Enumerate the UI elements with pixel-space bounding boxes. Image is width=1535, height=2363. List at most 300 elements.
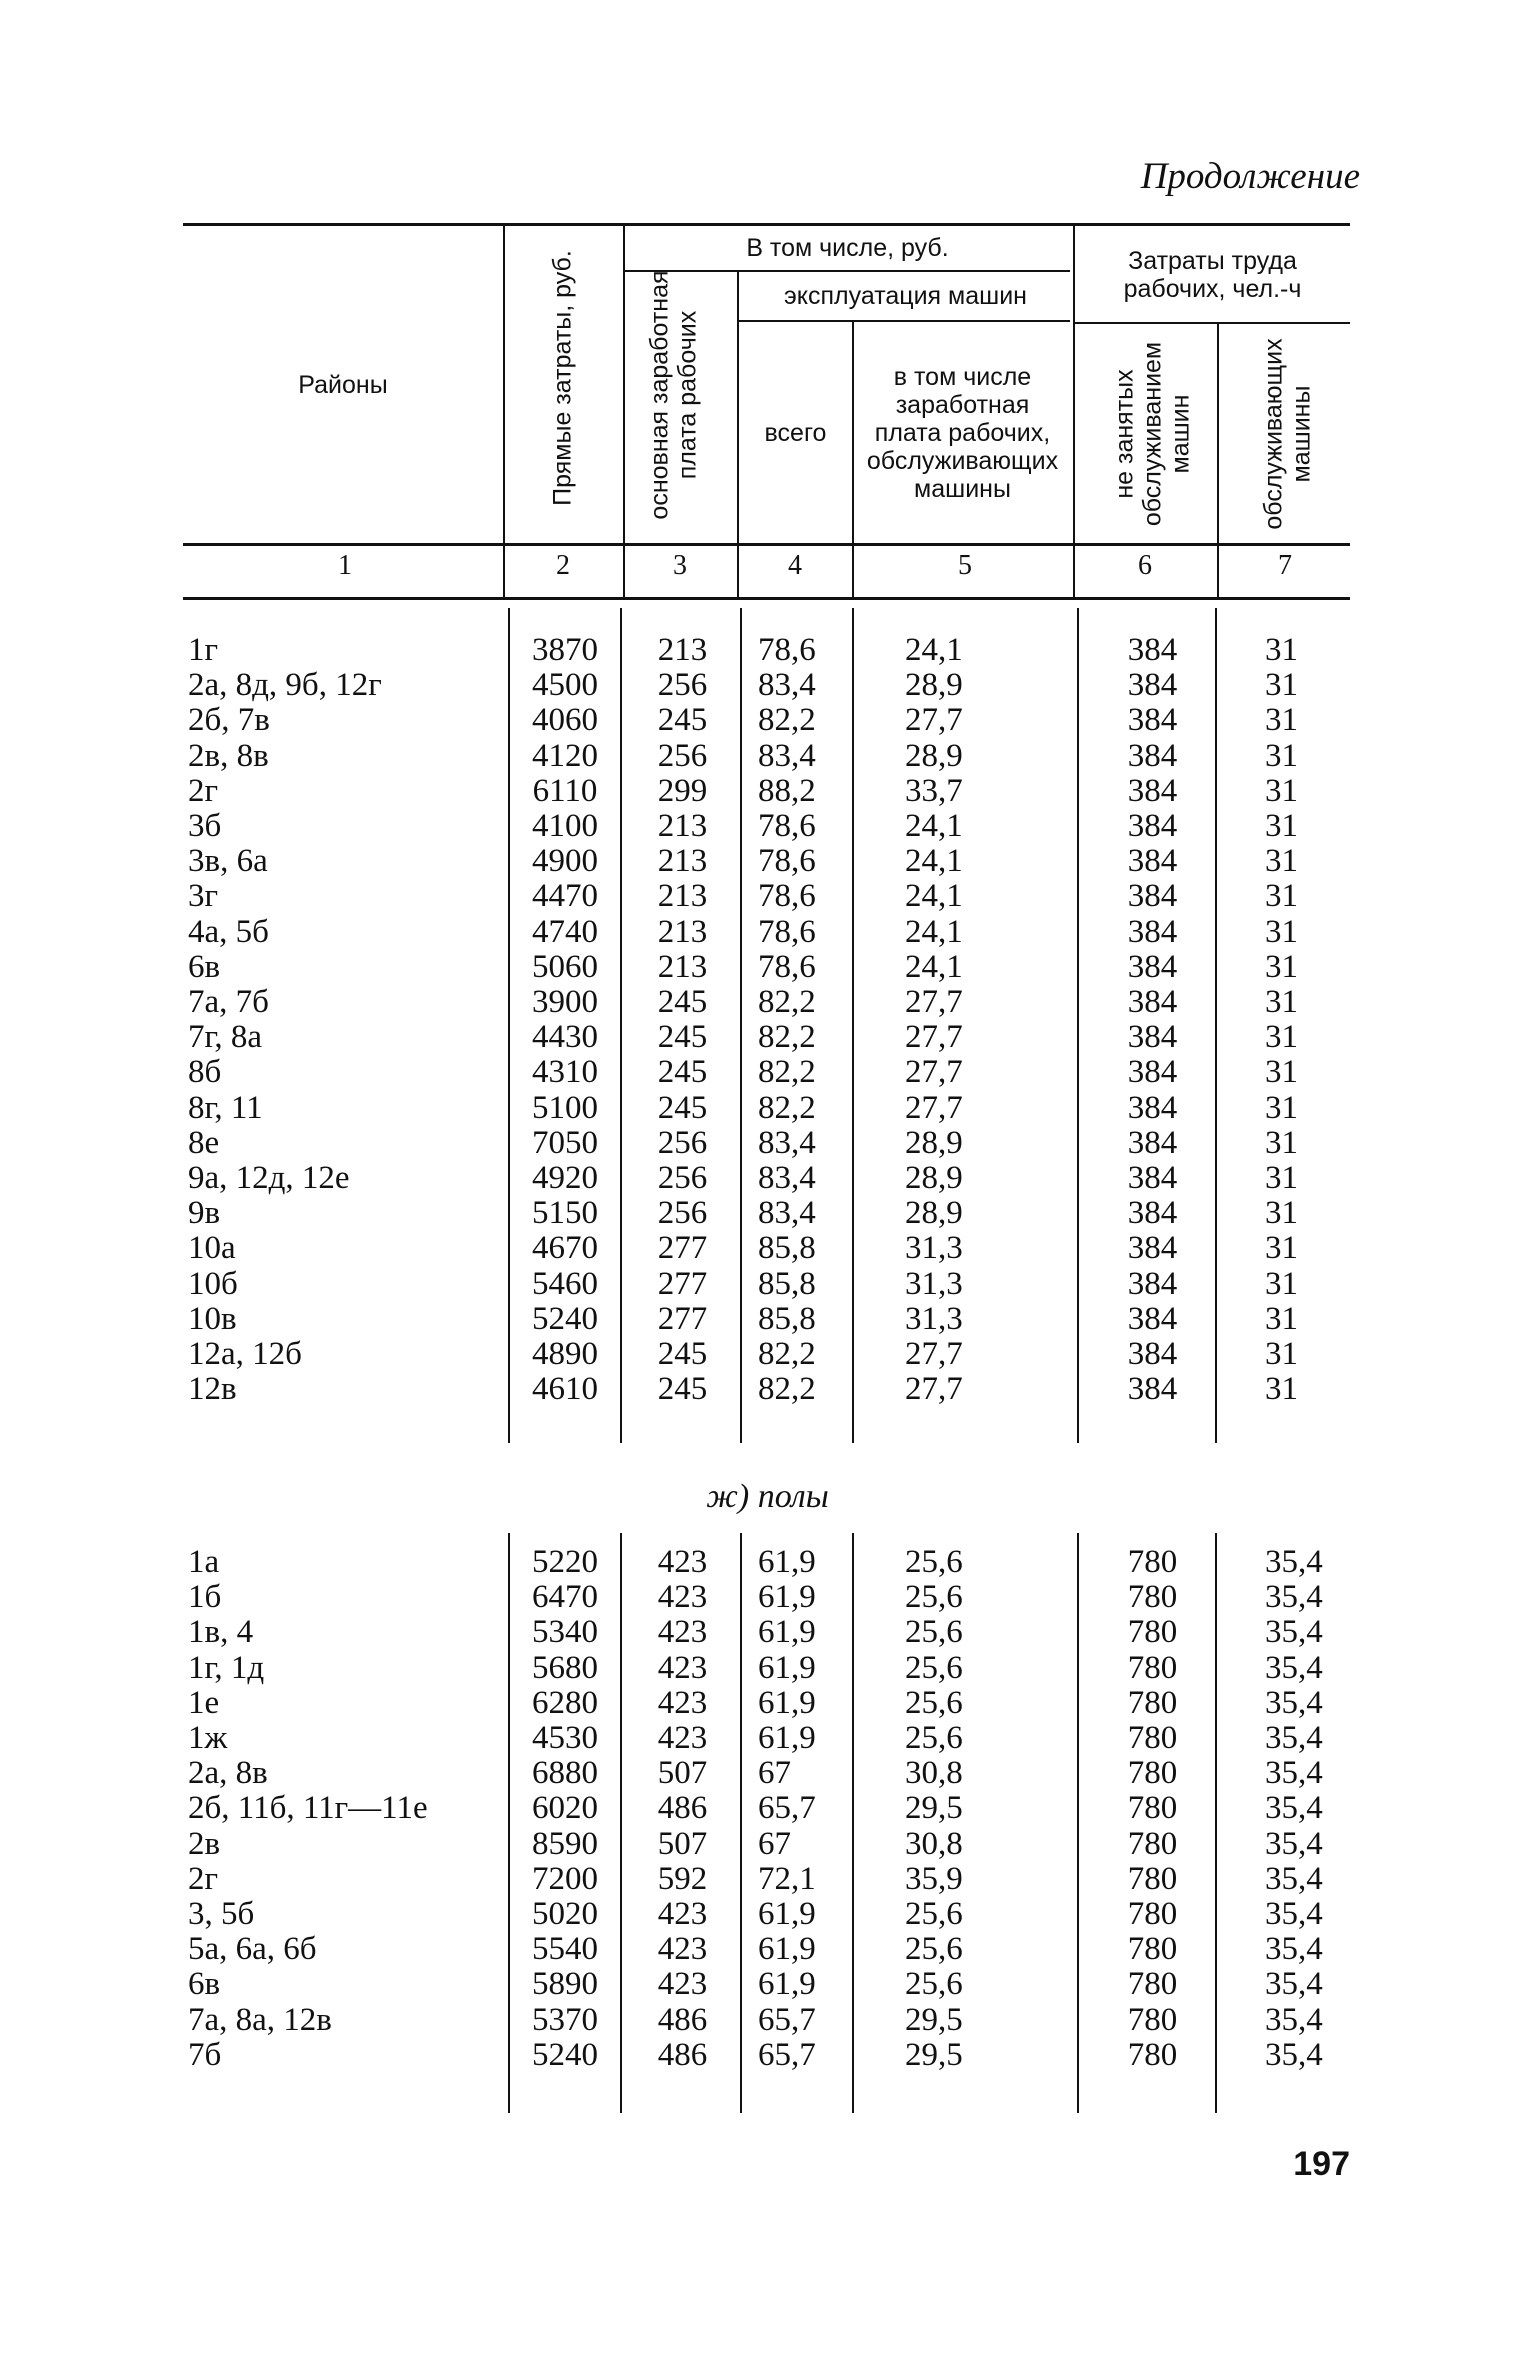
value-cell: 780	[1127, 1790, 1178, 1827]
value-cell: 65,7	[758, 1790, 816, 1827]
value-cell: 78,6	[758, 878, 816, 915]
value-cell: 31	[1265, 737, 1298, 774]
value-cell: 780	[1127, 1755, 1178, 1792]
value-cell: 31	[1265, 948, 1298, 985]
value-cell: 78,6	[758, 632, 816, 668]
table-row	[0, 2038, 1535, 2073]
value-cell: 245	[657, 1054, 708, 1091]
value-cell: 29,5	[905, 2036, 963, 2073]
value-cell: 31	[1265, 1019, 1298, 1056]
value-cell: 486	[657, 2036, 708, 2073]
table-row	[0, 1791, 1535, 1826]
value-cell: 35,4	[1265, 2001, 1323, 2038]
value-cell: 27,7	[905, 1089, 963, 1126]
table-row	[0, 633, 1535, 668]
value-cell: 25,6	[905, 1614, 963, 1651]
value-cell: 4740	[532, 913, 598, 950]
value-cell: 507	[657, 1825, 708, 1862]
value-cell: 4890	[532, 1336, 598, 1372]
value-cell: 24,1	[905, 843, 963, 880]
table-row	[0, 1545, 1535, 1580]
region-cell: 2б, 11б, 11г—11е	[188, 1790, 428, 1827]
value-cell: 31	[1265, 984, 1298, 1020]
region-cell: 6в	[188, 1966, 221, 2003]
value-cell: 384	[1127, 948, 1178, 985]
value-cell: 5220	[532, 1544, 598, 1580]
table-row	[0, 1337, 1535, 1372]
value-cell: 29,5	[905, 1790, 963, 1827]
value-cell: 384	[1127, 1124, 1178, 1161]
value-cell: 384	[1127, 1195, 1178, 1232]
value-cell: 384	[1127, 1089, 1178, 1126]
table-row	[0, 1651, 1535, 1686]
table-row	[0, 1827, 1535, 1862]
value-cell: 6110	[532, 772, 598, 809]
table-row	[0, 1686, 1535, 1721]
table-row	[0, 2003, 1535, 2038]
colnum-5: 5	[958, 550, 972, 581]
value-cell: 78,6	[758, 843, 816, 880]
value-cell: 82,2	[758, 1371, 816, 1408]
value-cell: 61,9	[758, 1966, 816, 2003]
value-cell: 4530	[532, 1720, 598, 1756]
value-cell: 5060	[532, 948, 598, 985]
value-cell: 78,6	[758, 808, 816, 844]
value-cell: 24,1	[905, 913, 963, 950]
header-not-busy: не занятых обслуживанием машин	[1110, 341, 1195, 527]
value-cell: 6020	[532, 1790, 598, 1827]
value-cell: 67	[758, 1755, 791, 1792]
value-cell: 780	[1127, 1544, 1178, 1580]
colnum-4: 4	[788, 550, 802, 581]
value-cell: 82,2	[758, 1336, 816, 1372]
region-cell: 4а, 5б	[188, 913, 269, 950]
region-cell: 1г, 1д	[188, 1649, 265, 1686]
value-cell: 31	[1265, 667, 1298, 704]
table-row	[0, 844, 1535, 879]
region-cell: 2а, 8д, 9б, 12г	[188, 667, 382, 704]
value-cell: 28,9	[905, 667, 963, 704]
value-cell: 780	[1127, 2001, 1178, 2038]
labor-underline	[1075, 322, 1350, 324]
value-cell: 35,4	[1265, 1860, 1323, 1897]
value-cell: 31	[1265, 1160, 1298, 1196]
region-cell: 6в	[188, 948, 221, 985]
value-cell: 780	[1127, 1649, 1178, 1686]
page-number: 197	[1293, 2145, 1350, 2183]
table-row	[0, 879, 1535, 914]
value-cell: 213	[657, 808, 708, 844]
header-bottom-rule	[183, 543, 1350, 546]
value-cell: 5340	[532, 1614, 598, 1651]
value-cell: 85,8	[758, 1300, 816, 1337]
value-cell: 31,3	[905, 1300, 963, 1337]
value-cell: 35,4	[1265, 1544, 1323, 1580]
value-cell: 28,9	[905, 737, 963, 774]
value-cell: 4430	[532, 1019, 598, 1056]
value-cell: 83,4	[758, 737, 816, 774]
value-cell: 65,7	[758, 2036, 816, 2073]
value-cell: 82,2	[758, 1019, 816, 1056]
value-cell: 82,2	[758, 984, 816, 1020]
table-row	[0, 809, 1535, 844]
value-cell: 35,4	[1265, 1931, 1323, 1968]
value-cell: 256	[657, 667, 708, 704]
value-cell: 31	[1265, 1336, 1298, 1372]
value-cell: 213	[657, 878, 708, 915]
region-cell: 3г	[188, 878, 219, 915]
colnum-7: 7	[1278, 550, 1292, 581]
value-cell: 423	[657, 1649, 708, 1686]
region-cell: 5а, 6а, 6б	[188, 1931, 317, 1968]
value-cell: 256	[657, 737, 708, 774]
value-cell: 25,6	[905, 1931, 963, 1968]
table-row	[0, 915, 1535, 950]
value-cell: 31	[1265, 1054, 1298, 1091]
value-cell: 5240	[532, 2036, 598, 2073]
value-cell: 245	[657, 1336, 708, 1372]
region-cell: 1ж	[188, 1720, 228, 1756]
value-cell: 78,6	[758, 913, 816, 950]
value-cell: 82,2	[758, 702, 816, 739]
value-cell: 61,9	[758, 1544, 816, 1580]
value-cell: 31	[1265, 878, 1298, 915]
value-cell: 25,6	[905, 1720, 963, 1756]
value-cell: 25,6	[905, 1649, 963, 1686]
table-row	[0, 1372, 1535, 1407]
value-cell: 245	[657, 984, 708, 1020]
value-cell: 213	[657, 843, 708, 880]
value-cell: 4900	[532, 843, 598, 880]
value-cell: 7050	[532, 1124, 598, 1161]
value-cell: 6470	[532, 1579, 598, 1616]
value-cell: 31	[1265, 702, 1298, 739]
value-cell: 35,4	[1265, 1825, 1323, 1862]
header-vline-5	[1073, 226, 1075, 543]
table-row	[0, 1897, 1535, 1932]
value-cell: 35,4	[1265, 1684, 1323, 1721]
value-cell: 4120	[532, 737, 598, 774]
region-cell: 1г	[188, 632, 219, 668]
value-cell: 5890	[532, 1966, 598, 2003]
value-cell: 299	[657, 772, 708, 809]
value-cell: 61,9	[758, 1684, 816, 1721]
value-cell: 5150	[532, 1195, 598, 1232]
region-cell: 2б, 7в	[188, 702, 270, 739]
value-cell: 5680	[532, 1649, 598, 1686]
value-cell: 35,4	[1265, 1720, 1323, 1756]
table-row	[0, 1580, 1535, 1615]
value-cell: 27,7	[905, 1054, 963, 1091]
header-total: всего	[764, 418, 827, 447]
region-cell: 2в	[188, 1825, 221, 1862]
value-cell: 27,7	[905, 1336, 963, 1372]
colnum-vline-6	[1217, 546, 1219, 597]
value-cell: 423	[657, 1579, 708, 1616]
value-cell: 245	[657, 1089, 708, 1126]
value-cell: 24,1	[905, 632, 963, 668]
colnum-2: 2	[556, 550, 570, 581]
value-cell: 24,1	[905, 878, 963, 915]
table-row	[0, 703, 1535, 738]
value-cell: 61,9	[758, 1649, 816, 1686]
value-cell: 4100	[532, 808, 598, 844]
colnum-vline-2	[623, 546, 625, 597]
value-cell: 384	[1127, 1336, 1178, 1372]
value-cell: 6280	[532, 1684, 598, 1721]
table-row	[0, 1231, 1535, 1266]
region-cell: 3б	[188, 808, 222, 844]
value-cell: 256	[657, 1195, 708, 1232]
value-cell: 277	[657, 1300, 708, 1337]
value-cell: 384	[1127, 843, 1178, 880]
value-cell: 486	[657, 2001, 708, 2038]
region-cell: 7а, 8а, 12в	[188, 2001, 332, 2038]
value-cell: 423	[657, 1684, 708, 1721]
value-cell: 780	[1127, 1614, 1178, 1651]
region-cell: 9в	[188, 1195, 221, 1232]
table-row	[0, 1862, 1535, 1897]
region-cell: 12а, 12б	[188, 1336, 302, 1372]
value-cell: 31	[1265, 1265, 1298, 1302]
value-cell: 384	[1127, 878, 1178, 915]
value-cell: 29,5	[905, 2001, 963, 2038]
value-cell: 35,4	[1265, 1896, 1323, 1932]
value-cell: 384	[1127, 913, 1178, 950]
value-cell: 35,4	[1265, 2036, 1323, 2073]
value-cell: 28,9	[905, 1160, 963, 1196]
value-cell: 85,8	[758, 1265, 816, 1302]
value-cell: 83,4	[758, 1195, 816, 1232]
value-cell: 35,4	[1265, 1579, 1323, 1616]
region-cell: 3, 5б	[188, 1896, 255, 1932]
value-cell: 82,2	[758, 1054, 816, 1091]
value-cell: 83,4	[758, 1124, 816, 1161]
value-cell: 213	[657, 948, 708, 985]
region-cell: 2г	[188, 772, 219, 809]
value-cell: 65,7	[758, 2001, 816, 2038]
value-cell: 384	[1127, 1371, 1178, 1408]
table-row	[0, 1091, 1535, 1126]
value-cell: 780	[1127, 1720, 1178, 1756]
region-cell: 2г	[188, 1860, 219, 1897]
value-cell: 25,6	[905, 1544, 963, 1580]
table-row	[0, 1020, 1535, 1055]
value-cell: 25,6	[905, 1966, 963, 2003]
value-cell: 384	[1127, 1230, 1178, 1267]
table-row	[0, 739, 1535, 774]
value-cell: 61,9	[758, 1720, 816, 1756]
header-serving: обслуживающих машины	[1259, 338, 1316, 530]
value-cell: 4610	[532, 1371, 598, 1408]
table-row	[0, 1756, 1535, 1791]
header-labor: Затраты труда рабочих, чел.-ч	[1123, 247, 1302, 303]
value-cell: 3870	[532, 632, 598, 668]
header-machine-wages: в том числе заработная плата рабочих, обслуживающих машины	[866, 362, 1059, 503]
value-cell: 31	[1265, 772, 1298, 809]
value-cell: 85,8	[758, 1230, 816, 1267]
region-cell: 3в, 6а	[188, 843, 268, 880]
value-cell: 245	[657, 702, 708, 739]
value-cell: 82,2	[758, 1089, 816, 1126]
colnum-vline-3	[737, 546, 739, 597]
value-cell: 28,9	[905, 1195, 963, 1232]
value-cell: 384	[1127, 632, 1178, 668]
value-cell: 67	[758, 1825, 791, 1862]
value-cell: 5370	[532, 2001, 598, 2038]
value-cell: 24,1	[905, 948, 963, 985]
value-cell: 780	[1127, 1966, 1178, 2003]
continuation-label: Продолжение	[1140, 156, 1360, 197]
region-cell: 10а	[188, 1230, 236, 1267]
region-cell: 10в	[188, 1300, 237, 1337]
value-cell: 27,7	[905, 984, 963, 1020]
region-cell: 2а, 8в	[188, 1755, 268, 1792]
value-cell: 384	[1127, 737, 1178, 774]
value-cell: 384	[1127, 808, 1178, 844]
header-base-wages: основная заработная плата рабочих	[645, 270, 702, 520]
value-cell: 384	[1127, 1019, 1178, 1056]
region-cell: 8е	[188, 1124, 220, 1161]
colnum-6: 6	[1138, 550, 1152, 581]
table-row	[0, 1721, 1535, 1756]
region-cell: 12в	[188, 1371, 237, 1408]
value-cell: 24,1	[905, 808, 963, 844]
value-cell: 27,7	[905, 1019, 963, 1056]
value-cell: 384	[1127, 667, 1178, 704]
value-cell: 3900	[532, 984, 598, 1020]
value-cell: 35,4	[1265, 1790, 1323, 1827]
table-row	[0, 1196, 1535, 1231]
region-cell: 10б	[188, 1265, 238, 1302]
value-cell: 384	[1127, 984, 1178, 1020]
value-cell: 5460	[532, 1265, 598, 1302]
value-cell: 592	[657, 1860, 708, 1897]
value-cell: 31	[1265, 843, 1298, 880]
value-cell: 4670	[532, 1230, 598, 1267]
value-cell: 83,4	[758, 1160, 816, 1196]
value-cell: 33,7	[905, 772, 963, 809]
table-row	[0, 1126, 1535, 1161]
value-cell: 35,4	[1265, 1649, 1323, 1686]
value-cell: 213	[657, 632, 708, 668]
table-row	[0, 1267, 1535, 1302]
value-cell: 423	[657, 1720, 708, 1756]
value-cell: 27,7	[905, 1371, 963, 1408]
table-row	[0, 950, 1535, 985]
value-cell: 25,6	[905, 1579, 963, 1616]
header-vline-4	[852, 322, 854, 543]
value-cell: 61,9	[758, 1896, 816, 1932]
value-cell: 423	[657, 1544, 708, 1580]
value-cell: 384	[1127, 702, 1178, 739]
value-cell: 88,2	[758, 772, 816, 809]
value-cell: 780	[1127, 1684, 1178, 1721]
value-cell: 35,4	[1265, 1614, 1323, 1651]
table-row	[0, 1967, 1535, 2002]
value-cell: 35,9	[905, 1860, 963, 1897]
value-cell: 30,8	[905, 1825, 963, 1862]
value-cell: 5240	[532, 1300, 598, 1337]
value-cell: 25,6	[905, 1684, 963, 1721]
value-cell: 423	[657, 1966, 708, 2003]
value-cell: 245	[657, 1371, 708, 1408]
value-cell: 61,9	[758, 1614, 816, 1651]
table-row	[0, 1161, 1535, 1196]
value-cell: 277	[657, 1265, 708, 1302]
value-cell: 780	[1127, 1931, 1178, 1968]
value-cell: 780	[1127, 1825, 1178, 1862]
value-cell: 27,7	[905, 702, 963, 739]
colnum-vline-1	[503, 546, 505, 597]
header-direct-costs: Прямые затраты, руб.	[548, 250, 577, 506]
value-cell: 277	[657, 1230, 708, 1267]
value-cell: 384	[1127, 1300, 1178, 1337]
value-cell: 83,4	[758, 667, 816, 704]
value-cell: 5540	[532, 1931, 598, 1968]
value-cell: 61,9	[758, 1579, 816, 1616]
table-row	[0, 1615, 1535, 1650]
value-cell: 780	[1127, 1860, 1178, 1897]
value-cell: 384	[1127, 1265, 1178, 1302]
colnum-bottom-rule	[183, 597, 1350, 600]
value-cell: 35,4	[1265, 1966, 1323, 2003]
value-cell: 25,6	[905, 1896, 963, 1932]
value-cell: 78,6	[758, 948, 816, 985]
value-cell: 245	[657, 1019, 708, 1056]
value-cell: 486	[657, 1790, 708, 1827]
value-cell: 30,8	[905, 1755, 963, 1792]
value-cell: 256	[657, 1160, 708, 1196]
value-cell: 4060	[532, 702, 598, 739]
value-cell: 31	[1265, 1195, 1298, 1232]
value-cell: 35,4	[1265, 1755, 1323, 1792]
region-cell: 1в, 4	[188, 1614, 254, 1651]
value-cell: 4920	[532, 1160, 598, 1196]
region-cell: 8г, 11	[188, 1089, 263, 1126]
value-cell: 6880	[532, 1755, 598, 1792]
region-cell: 2в, 8в	[188, 737, 269, 774]
value-cell: 423	[657, 1896, 708, 1932]
value-cell: 213	[657, 913, 708, 950]
table-row	[0, 1932, 1535, 1967]
value-cell: 31	[1265, 913, 1298, 950]
value-cell: 31	[1265, 632, 1298, 668]
table-row	[0, 985, 1535, 1020]
region-cell: 7б	[188, 2036, 222, 2073]
value-cell: 61,9	[758, 1931, 816, 1968]
value-cell: 31	[1265, 1371, 1298, 1408]
table-row	[0, 668, 1535, 703]
value-cell: 780	[1127, 2036, 1178, 2073]
value-cell: 31,3	[905, 1230, 963, 1267]
value-cell: 4500	[532, 667, 598, 704]
colnum-vline-4	[852, 546, 854, 597]
header-in-total: В том числе, руб.	[746, 234, 949, 262]
value-cell: 31	[1265, 1124, 1298, 1161]
value-cell: 507	[657, 1755, 708, 1792]
value-cell: 31	[1265, 1300, 1298, 1337]
value-cell: 31	[1265, 808, 1298, 844]
value-cell: 31	[1265, 1230, 1298, 1267]
region-cell: 1е	[188, 1684, 220, 1721]
table-row	[0, 1055, 1535, 1090]
value-cell: 384	[1127, 1054, 1178, 1091]
value-cell: 28,9	[905, 1124, 963, 1161]
value-cell: 31	[1265, 1089, 1298, 1126]
value-cell: 423	[657, 1614, 708, 1651]
header-machines: эксплуатация машин	[784, 282, 1027, 310]
